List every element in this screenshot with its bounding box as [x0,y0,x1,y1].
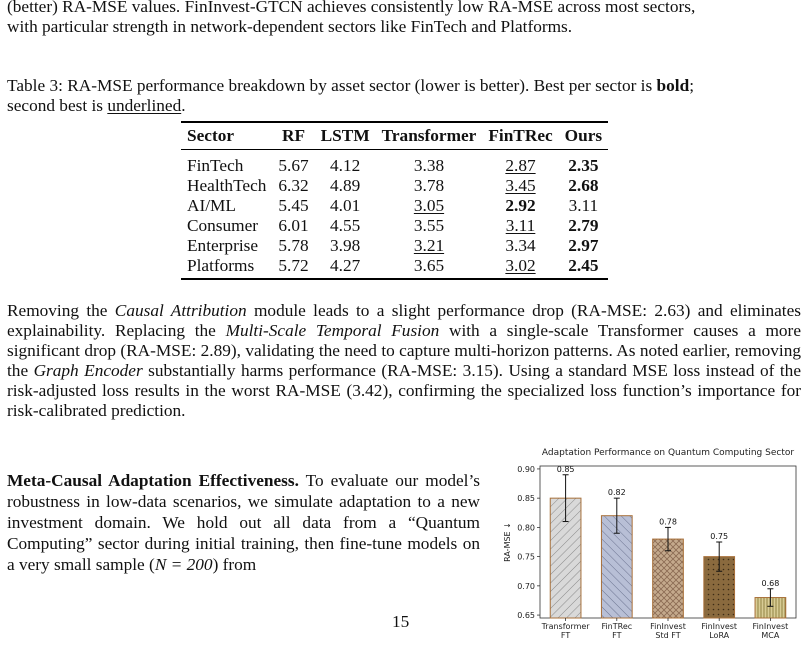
cell-sector: Enterprise [187,236,259,255]
cell-sector: AI/ML [187,196,236,215]
x-tick-label: Transformer [541,622,590,631]
cell-value-underlined: 3.02 [505,256,536,275]
cell-rf: 6.01 [278,216,309,235]
caption-text: Table 3: RA-MSE performance breakdown by asset sector (lower is better). Best per sector is [7,76,657,95]
table-row [181,256,608,279]
header-sector: Sector [181,122,272,150]
y-tick-label: 0.80 [517,523,535,533]
cell-lstm: 3.98 [330,236,361,255]
header-transformer: Transformer [376,122,483,150]
cell-ours: 3.11 [568,196,599,215]
table-row [181,216,608,236]
data-label: 0.78 [659,517,677,527]
text-run: To evaluate our model’s robustness in low-data scenarios, we simulate adaptation to a new investment domain. We hold out all data from a “Quantum Computing” sector during initial training, then fine-tune models on a very small sample ( [7,471,481,574]
cell-fintrec [482,150,558,177]
cell-lstm: 4.01 [330,196,361,215]
cell-transformer: 3.38 [413,156,445,175]
caption-bold-word: bold [656,76,690,95]
x-tick-label: FinInvest [701,622,738,631]
header-rf: RF [272,122,314,150]
header-ours: Ours [559,122,608,150]
cell-ours-best: 2.97 [568,236,599,255]
caption-underlined-word: underlined [107,96,182,115]
y-tick-label: 0.90 [517,464,535,474]
text-run: with a single-scale Transformer causes a more significant drop (RA-MSE: 2.89), validating the need to capture multi-horizon patterns. As noted earlier, removing the [7,321,801,380]
y-tick-label: 0.85 [517,494,535,504]
chart-plot-area [503,465,796,640]
cell-value-underlined: 3.05 [413,196,445,215]
cell-lstm: 4.12 [330,156,361,175]
cell-lstm: 4.55 [330,216,361,235]
intro-line: with particular strength in network-dependent sectors like FinTech and Platforms. [7,17,573,36]
cell-sector: HealthTech [187,176,267,195]
caption-text-line2: second best is [7,96,108,115]
cell-rf: 5.67 [278,156,309,175]
cell-sector: Platforms [181,256,272,279]
caption-punct: ; [689,76,694,95]
cell-fintrec [482,176,558,196]
sector-results-table [181,121,608,280]
cell-rf: 5.78 [278,236,309,255]
cell-fintrec [482,256,558,279]
page-number: 15 [392,612,410,631]
cell-value-underlined: 2.87 [505,156,536,175]
meta-causal-paragraph [7,470,480,575]
cell-ours-best: 2.35 [568,156,599,175]
cell-transformer [376,236,483,256]
table-row [181,236,608,256]
cell-value-underlined: 3.21 [413,236,445,255]
cell-sector: Consumer [187,216,259,235]
section-heading: Meta-Causal Adaptation Effectiveness. [7,471,299,490]
intro-paragraph [7,0,801,37]
x-tick-label: FinTRec [601,622,633,631]
cell-lstm: 4.27 [315,256,376,279]
table-row [181,150,608,177]
cell-ours-best: 2.79 [568,216,599,235]
table-row [181,176,608,196]
cell-ours-best: 2.68 [568,176,599,195]
x-tick-label: LoRA [709,631,730,640]
cell-fintrec-best: 2.92 [505,196,536,215]
data-label: 0.82 [607,488,626,498]
cell-sector: FinTech [187,156,244,175]
ablation-paragraph [7,301,801,421]
module-name-graph-encoder: Graph Encoder [33,361,143,380]
cell-transformer [376,196,483,216]
text-run: Removing the [7,301,115,320]
caption-end: . [181,96,186,115]
cell-lstm: 4.89 [330,176,361,195]
math-expression: N = 200 [154,555,213,574]
text-run: substantially harms performance (RA-MSE: 3.15). Using a standard MSE loss instead of the risk-adjusted loss results in the worst RA-MSE (3.42), confirming the specialized loss function’s importance for risk-calibrated prediction. [7,361,801,420]
cell-rf: 6.32 [278,176,309,195]
x-tick-label: FinInvest [752,622,789,631]
cell-rf: 5.72 [272,256,314,279]
table-header-row [181,122,608,150]
data-label: 0.68 [761,578,780,588]
data-label: 0.85 [556,464,575,474]
text-run: module leads to a slight performance drop (RA-MSE: 2.63) and eliminates explainability. Replacing the [7,301,802,340]
x-tick-label: Std FT [655,631,681,640]
data-label: 0.75 [710,532,729,541]
intro-line: (better) RA-MSE values. FinInvest-GTCN achieves consistently low RA-MSE across most sectors, [7,0,696,16]
cell-value-underlined: 3.11 [505,216,536,235]
y-tick-label: 0.65 [517,611,535,621]
y-tick-label: 0.70 [517,581,535,591]
cell-fintrec [482,216,558,236]
y-axis-label: RA-MSE ↓ [503,522,512,562]
cell-transformer: 3.78 [413,176,445,195]
cell-value-underlined: 3.45 [505,176,536,195]
module-name-causal-attribution: Causal Attribution [114,301,247,320]
y-tick-label: 0.75 [517,552,535,562]
x-tick-label: MCA [761,631,780,640]
text-run: ) from [212,555,257,574]
cell-ours-best: 2.45 [559,256,608,279]
module-name-temporal-fusion: Multi-Scale Temporal Fusion [225,321,440,340]
adaptation-bar-chart [496,442,802,646]
x-tick-label: FT [612,631,622,640]
cell-transformer: 3.65 [376,256,483,279]
table-row [181,196,608,216]
x-tick-label: FT [560,631,571,640]
header-lstm: LSTM [315,122,376,150]
chart-title: Adaptation Performance on Quantum Computing Sector [541,448,795,458]
header-fintrec: FinTRec [482,122,558,150]
table-caption [7,76,801,116]
cell-rf: 5.45 [278,196,309,215]
x-tick-label: FinInvest [650,622,686,631]
cell-fintrec: 3.34 [505,236,536,255]
cell-transformer: 3.55 [413,216,445,235]
